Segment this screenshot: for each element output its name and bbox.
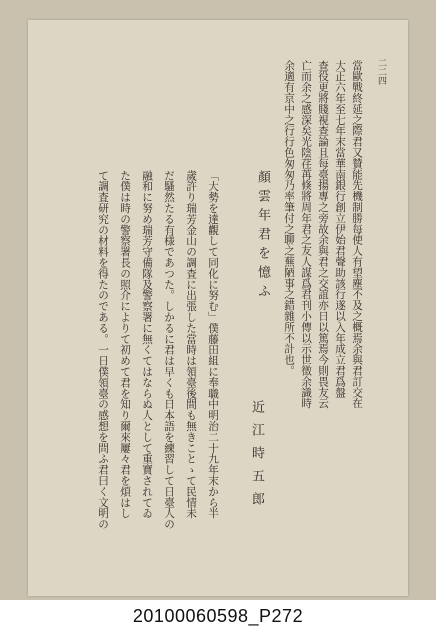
text-column: だ騷然たる有様であつた。しかるに君は早くも日本語を練習して日臺人の bbox=[163, 170, 175, 530]
image-caption: 20100060598_P272 bbox=[132, 606, 304, 626]
text-column: て調査研究の材料を得たのである。一日僕領臺の感想を問ふ君曰く文明の bbox=[97, 170, 109, 530]
text-column: 「大勢を達觀して同化に努む」僕藤田組に奉職中明治二十九年末から半 bbox=[207, 170, 219, 519]
article-author: 近江時五郎 bbox=[249, 400, 264, 515]
text-column: 余適有京中之行行色匆匆乃率筆付之聊之蕪陋事之錯雜所不計也。 bbox=[283, 60, 295, 377]
text-column: 當歐戰終延之際君又贊能先機制勝每使人有望塵不及之概焉余與君訂交在 bbox=[351, 60, 363, 409]
article-title: 顏雲年君を憶ふ bbox=[255, 170, 270, 303]
text-column: 查役更將賤視查論且每臺揚專之旁故余與君之交誼亦日以篤焉今則畏友云 bbox=[317, 60, 329, 409]
text-column: 大正六年至七年末當華南銀行創立伊始君聲助該行遂以入年成立君爲盤 bbox=[334, 60, 346, 398]
text-column: 亡而余之感深矣光陰荏苒倏將周年君之友人謀爲君刊小傳以示世徵余識時 bbox=[300, 60, 312, 409]
text-column: 融和に努め瑞芳守備隊及警察署に無くてはならぬ人として重寶されてゐ bbox=[141, 170, 153, 519]
text-column: 歲許り瑞芳金山の調査に出張した當時は領臺後間も無きことゝて民情未 bbox=[185, 170, 197, 519]
document-page bbox=[28, 20, 408, 596]
text-column: た僕は時の警察署長の照介によりて初めて君を知り爾來屢々君を煩はし bbox=[119, 170, 131, 519]
page-number: 二二四 bbox=[376, 58, 386, 85]
